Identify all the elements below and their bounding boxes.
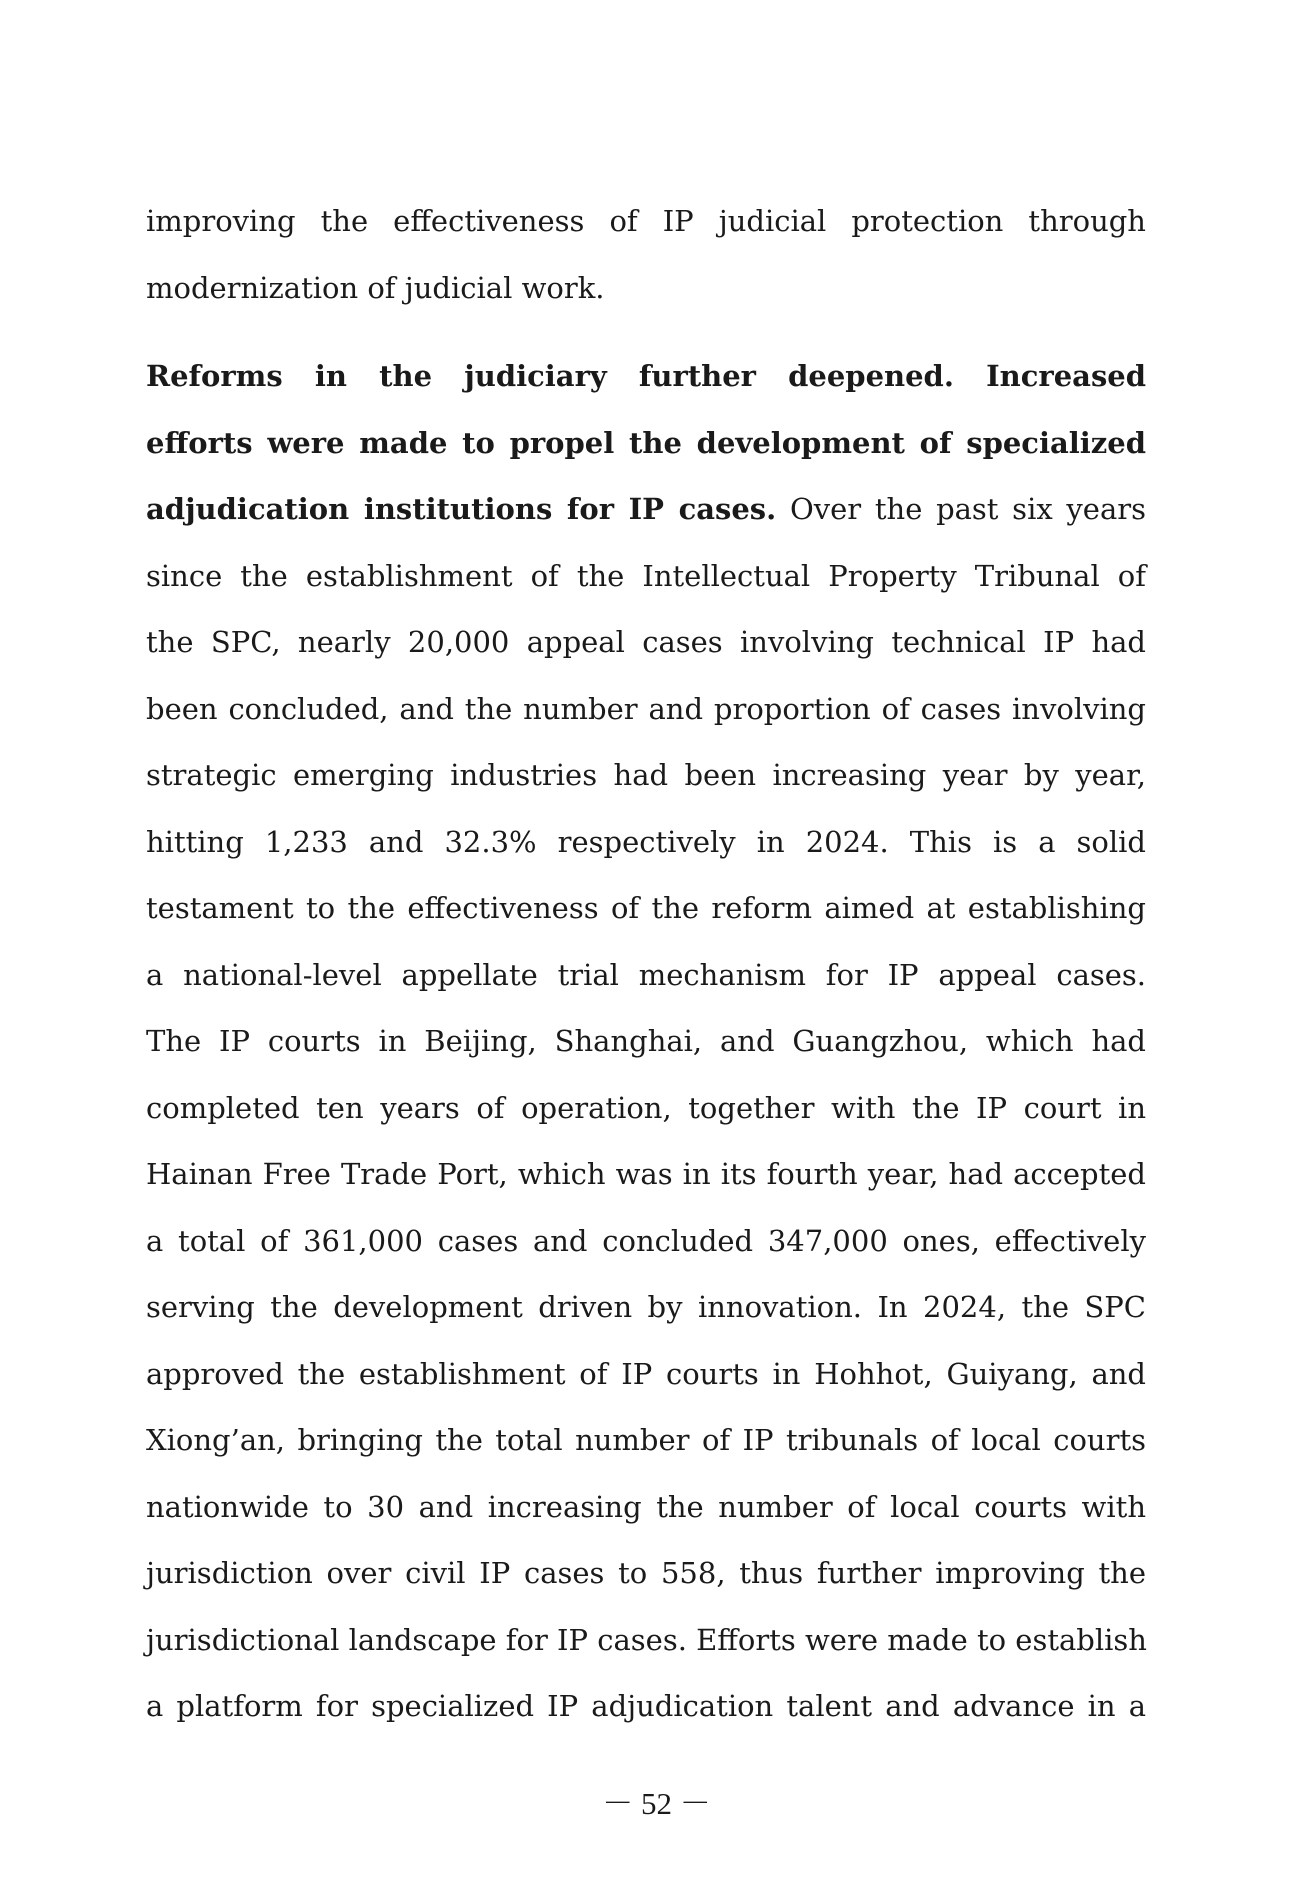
- text-line: modernization of judicial work.: [146, 270, 605, 305]
- page-number: － 52 －: [602, 1786, 711, 1821]
- text-line: strategic emerging industries had been increasing year by year,: [146, 758, 1146, 792]
- body-text: Over the past six years: [776, 492, 1147, 526]
- text-line: Hainan Free Trade Port, which was in its fourth year, had accepted: [146, 1157, 1146, 1191]
- bold-lead-text: adjudication institutions for IP cases.: [146, 492, 777, 526]
- text-line: the SPC, nearly 20,000 appeal cases involving technical IP had: [146, 625, 1146, 659]
- text-line: jurisdiction over civil IP cases to 558, thus further improving the: [146, 1556, 1146, 1590]
- text-line: testament to the effectiveness of the reform aimed at establishing: [146, 891, 1146, 925]
- text-line: been concluded, and the number and proportion of cases involving: [146, 691, 1146, 726]
- bold-lead-line: efforts were made to propel the development of specialized: [146, 425, 1146, 460]
- text-line: approved the establishment of IP courts in Hohhot, Guiyang, and: [146, 1356, 1146, 1391]
- paragraph-continuation: [146, 188, 1146, 321]
- text-line: completed ten years of operation, together with the IP court in: [146, 1090, 1146, 1125]
- text-line: serving the development driven by innovation. In 2024, the SPC: [146, 1290, 1146, 1324]
- text-line: a total of 361,000 cases and concluded 347,000 ones, effectively: [146, 1223, 1146, 1258]
- text-line: improving the effectiveness of IP judicial protection through: [146, 204, 1146, 238]
- bold-lead-line: Reforms in the judiciary further deepened. Increased: [146, 359, 1146, 393]
- text-line: The IP courts in Beijing, Shanghai, and Guangzhou, which had: [146, 1024, 1146, 1058]
- text-line: since the establishment of the Intellectual Property Tribunal of: [146, 558, 1146, 593]
- text-line: a national-level appellate trial mechanism for IP appeal cases.: [146, 957, 1146, 992]
- text-line: nationwide to 30 and increasing the number of local courts with: [146, 1489, 1146, 1524]
- text-line: Xiong’an, bringing the total number of IP tribunals of local courts: [146, 1423, 1146, 1457]
- mixed-text-line: [146, 476, 1146, 543]
- text-line: hitting 1,233 and 32.3% respectively in 2024. This is a solid: [146, 824, 1146, 859]
- paragraph-judiciary-reforms: [146, 343, 1146, 1740]
- text-line: jurisdictional landscape for IP cases. Efforts were made to establish: [146, 1622, 1147, 1657]
- text-line: a platform for specialized IP adjudication talent and advance in a: [146, 1689, 1146, 1723]
